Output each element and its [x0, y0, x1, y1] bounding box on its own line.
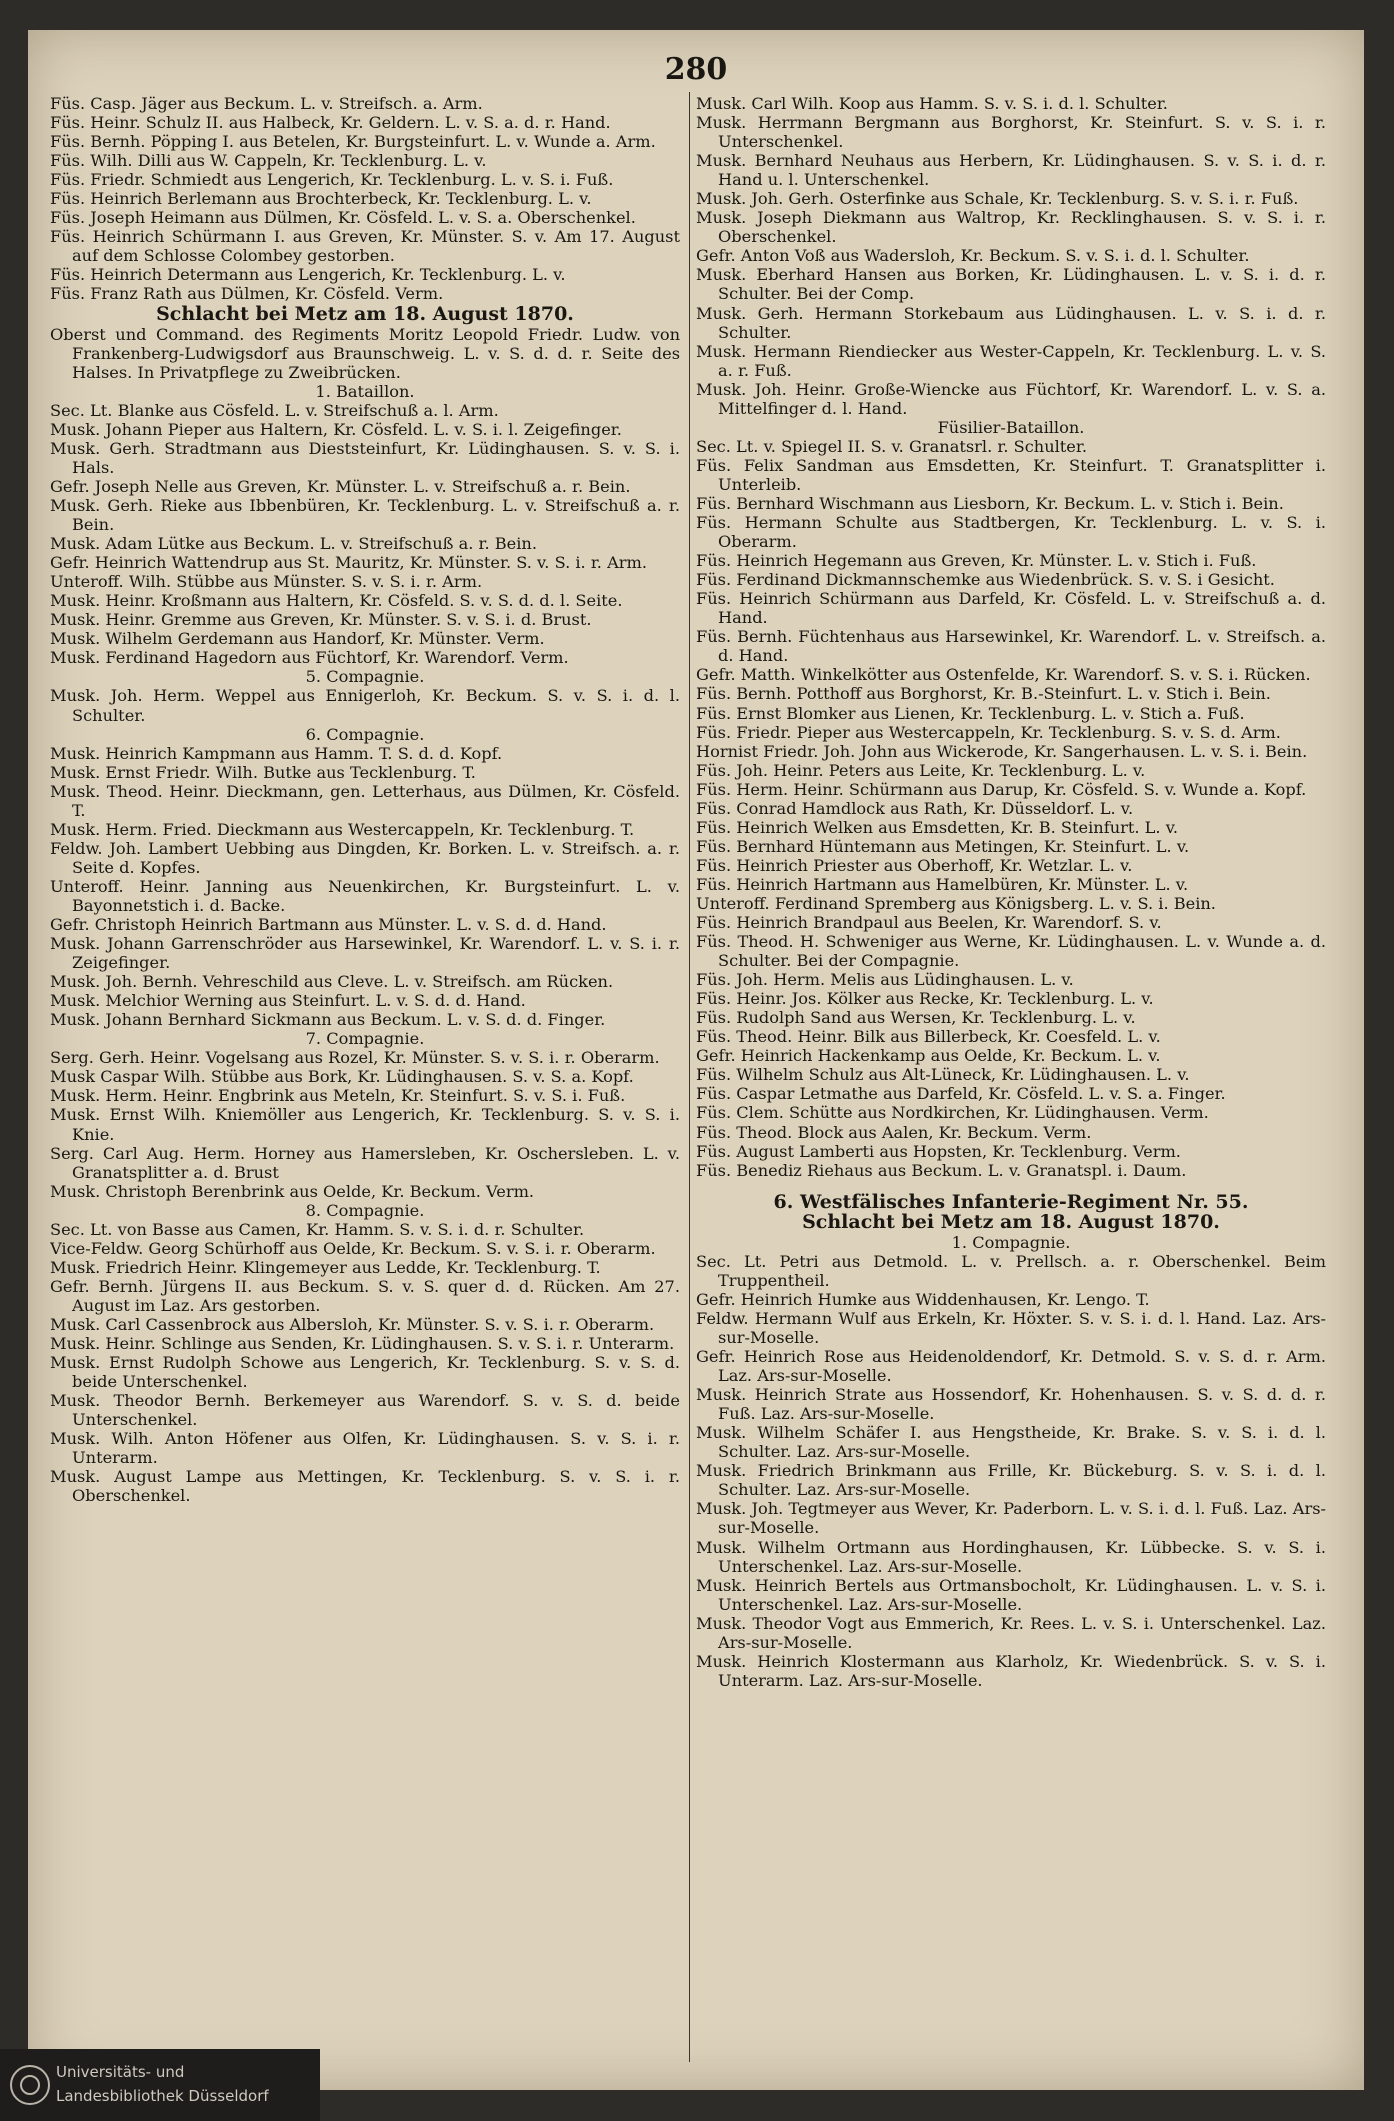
casualty-entry: Sec. Lt. Blanke aus Cösfeld. L. v. Streifschuß a. l. Arm. [50, 400, 499, 420]
unit-heading: 1. Bataillon. [315, 381, 415, 401]
casualty-entry: Unteroff. Heinr. Janning aus Neuenkirchen, Kr. Burgsteinfurt. L. v. Bayonnetstich i. d. Backe. [50, 876, 680, 915]
casualty-entry: Musk. Wilhelm Ortmann aus Hordinghausen, Kr. Lübbecke. S. v. S. i. Unterschenkel. Laz. Ars-sur-Moselle. [696, 1537, 1326, 1576]
casualty-entry: Serg. Carl Aug. Herm. Horney aus Hamersleben, Kr. Oschersleben. L. v. Granatsplitter a. d. Brust [50, 1143, 680, 1182]
section-heading: Schlacht bei Metz am 18. August 1870. [802, 1210, 1220, 1233]
casualty-entry: Gefr. Heinrich Rose aus Heidenoldendorf, Kr. Detmold. S. v. S. d. r. Arm. Laz. Ars-sur-Moselle. [696, 1347, 1326, 1386]
right-column [696, 94, 1326, 2059]
section-heading: 6. Westfälisches Infanterie-Regiment Nr. 55. [773, 1190, 1249, 1213]
casualty-entry: Musk. Joh. Bernh. Vehreschild aus Cleve. L. v. Streifsch. am Rücken. [50, 972, 614, 992]
casualty-entry: Gefr. Heinrich Wattendrup aus St. Mauritz, Kr. Münster. S. v. S. i. r. Arm. [50, 553, 648, 573]
casualty-entry: Füs. Heinrich Hartmann aus Hamelbüren, Kr. Münster. L. v. [696, 874, 1189, 894]
casualty-entry: Musk. Friedrich Heinr. Klingemeyer aus Ledde, Kr. Tecklenburg. T. [50, 1257, 601, 1277]
watermark-line-1: Universitäts- und [56, 2063, 185, 2081]
casualty-entry: Füs. Friedr. Schmiedt aus Lengerich, Kr. Tecklenburg. L. v. S. i. Fuß. [50, 170, 614, 190]
casualty-entry: Musk. Eberhard Hansen aus Borken, Kr. Lüdinghausen. L. v. S. i. d. r. Schulter. Bei der Comp. [696, 265, 1326, 304]
casualty-entry: Füs. Herm. Heinr. Schürmann aus Darup, Kr. Cösfeld. S. v. Wunde a. Kopf. [696, 779, 1307, 799]
casualty-entry: Füs. Heinrich Brandpaul aus Beelen, Kr. Warendorf. S. v. [696, 913, 1162, 933]
casualty-entry: Musk. Melchior Werning aus Steinfurt. L. v. S. d. d. Hand. [50, 991, 526, 1011]
casualty-entry: Füs. Franz Rath aus Dülmen, Kr. Cösfeld. Verm. [50, 284, 444, 304]
casualty-entry: Füs. Wilhelm Schulz aus Alt-Lüneck, Kr. Lüdinghausen. L. v. [696, 1065, 1190, 1085]
casualty-entry: Gefr. Matth. Winkelkötter aus Ostenfelde, Kr. Warendorf. S. v. S. i. Rücken. [696, 665, 1311, 685]
casualty-entry: Musk. Heinr. Kroßmann aus Haltern, Kr. Cösfeld. S. v. S. d. d. l. Seite. [50, 591, 623, 611]
casualty-entry: Vice-Feldw. Georg Schürhoff aus Oelde, Kr. Beckum. S. v. S. i. r. Oberarm. [50, 1238, 656, 1258]
casualty-entry: Füs. Ernst Blomker aus Lienen, Kr. Tecklenburg. L. v. Stich a. Fuß. [696, 703, 1245, 723]
casualty-entry: Musk. Ernst Rudolph Schowe aus Lengerich, Kr. Tecklenburg. S. v. S. d. beide Unterschenkel. [50, 1353, 680, 1392]
library-logo-icon [10, 2065, 50, 2105]
casualty-entry: Musk. Gerh. Stradtmann aus Dieststeinfurt, Kr. Lüdinghausen. S. v. S. i. Hals. [50, 438, 680, 477]
casualty-entry: Musk. Heinrich Kampmann aus Hamm. T. S. d. d. Kopf. [50, 743, 503, 763]
casualty-entry: Füs. Wilh. Dilli aus W. Cappeln, Kr. Tecklenburg. L. v. [50, 151, 487, 171]
casualty-entry: Sec. Lt. Petri aus Detmold. L. v. Prellsch. a. r. Oberschenkel. Beim Truppentheil. [696, 1251, 1326, 1290]
casualty-entry: Füs. Hermann Schulte aus Stadtbergen, Kr. Tecklenburg. L. v. S. i. Oberarm. [696, 513, 1326, 552]
casualty-entry: Gefr. Bernh. Jürgens II. aus Beckum. S. v. S. quer d. d. Rücken. Am 27. August im Laz. Ars gestorben. [50, 1276, 680, 1315]
casualty-entry: Musk. Herm. Heinr. Engbrink aus Meteln, Kr. Steinfurt. S. v. S. i. Fuß. [50, 1086, 626, 1106]
casualty-entry: Sec. Lt. v. Spiegel II. S. v. Granatsrl. r. Schulter. [696, 436, 1087, 456]
casualty-entry: Füs. Heinrich Welken aus Emsdetten, Kr. B. Steinfurt. L. v. [696, 817, 1179, 837]
column-divider [689, 92, 690, 2062]
unit-heading: 8. Compagnie. [305, 1200, 425, 1220]
casualty-entry: Füs. Joseph Heimann aus Dülmen, Kr. Cösfeld. L. v. S. a. Oberschenkel. [50, 208, 636, 228]
casualty-entry: Gefr. Joseph Nelle aus Greven, Kr. Münster. L. v. Streifschuß a. r. Bein. [50, 476, 631, 496]
casualty-entry: Musk. Wilh. Anton Höfener aus Olfen, Kr. Lüdinghausen. S. v. S. i. r. Unterarm. [50, 1429, 680, 1468]
casualty-entry: Füs. August Lamberti aus Hopsten, Kr. Tecklenburg. Verm. [696, 1141, 1181, 1161]
casualty-entry: Musk. Hermann Riendiecker aus Wester-Cappeln, Kr. Tecklenburg. L. v. S. a. r. Fuß. [696, 341, 1326, 380]
casualty-entry: Serg. Gerh. Heinr. Vogelsang aus Rozel, Kr. Münster. S. v. S. i. r. Oberarm. [50, 1048, 660, 1068]
unit-heading: 5. Compagnie. [305, 667, 425, 687]
casualty-entry: Musk. Ferdinand Hagedorn aus Füchtorf, Kr. Warendorf. Verm. [50, 648, 569, 668]
casualty-entry: Musk. Wilhelm Gerdemann aus Handorf, Kr. Münster. Verm. [50, 629, 545, 649]
casualty-entry: Musk. Wilhelm Schäfer I. aus Hengstheide, Kr. Brake. S. v. S. i. d. l. Schulter. Laz. Ars-sur-Moselle. [696, 1423, 1326, 1462]
casualty-entry: Musk. Friedrich Brinkmann aus Frille, Kr. Bückeburg. S. v. S. i. d. l. Schulter. Laz. Ars-sur-Moselle. [696, 1461, 1326, 1500]
casualty-entry: Musk. Gerh. Hermann Storkebaum aus Lüdinghausen. L. v. S. i. d. r. Schulter. [696, 303, 1326, 342]
casualty-entry: Musk. Heinr. Schlinge aus Senden, Kr. Lüdinghausen. S. v. S. i. r. Unterarm. [50, 1334, 675, 1354]
left-column [50, 94, 680, 2059]
casualty-entry: Füs. Casp. Jäger aus Beckum. L. v. Streifsch. a. Arm. [50, 94, 483, 113]
casualty-entry: Füs. Conrad Hamdlock aus Rath, Kr. Düsseldorf. L. v. [696, 798, 1134, 818]
casualty-entry: Musk. Theod. Heinr. Dieckmann, gen. Letterhaus, aus Dülmen, Kr. Cösfeld. T. [50, 781, 680, 820]
casualty-entry: Musk. August Lampe aus Mettingen, Kr. Tecklenburg. S. v. S. i. r. Oberschenkel. [50, 1467, 680, 1506]
casualty-entry: Musk. Herrmann Bergmann aus Borghorst, Kr. Steinfurt. S. v. S. i. r. Unterschenkel. [696, 113, 1326, 152]
unit-heading: 7. Compagnie. [305, 1029, 425, 1049]
casualty-entry: Unteroff. Wilh. Stübbe aus Münster. S. v. S. i. r. Arm. [50, 572, 483, 592]
casualty-entry: Musk. Heinrich Bertels aus Ortmansbocholt, Kr. Lüdinghausen. L. v. S. i. Unterschenkel. Laz. Ars-sur-Moselle. [696, 1575, 1326, 1614]
unit-heading: 6. Compagnie. [305, 724, 425, 744]
casualty-entry: Gefr. Anton Voß aus Wadersloh, Kr. Beckum. S. v. S. i. d. l. Schulter. [696, 246, 1250, 266]
casualty-entry: Musk. Heinrich Klostermann aus Klarholz, Kr. Wiedenbrück. S. v. S. i. Unterarm. Laz. Ars-sur-Moselle. [696, 1651, 1326, 1690]
casualty-entry: Füs. Heinr. Jos. Kölker aus Recke, Kr. Tecklenburg. L. v. [696, 989, 1154, 1009]
casualty-entry: Füs. Theod. H. Schweniger aus Werne, Kr. Lüdinghausen. L. v. Wunde a. d. Schulter. Bei der Compagnie. [696, 932, 1326, 971]
casualty-entry: Füs. Heinrich Berlemann aus Brochterbeck, Kr. Tecklenburg. L. v. [50, 189, 592, 209]
casualty-entry: Musk. Joh. Gerh. Osterfinke aus Schale, Kr. Tecklenburg. S. v. S. i. r. Fuß. [696, 189, 1299, 209]
spacer [696, 1180, 1326, 1192]
casualty-entry: Füs. Heinrich Schürmann I. aus Greven, Kr. Münster. S. v. Am 17. August auf dem Schlosse Colombey gestorben. [50, 227, 680, 266]
casualty-entry: Füs. Caspar Letmathe aus Darfeld, Kr. Cösfeld. L. v. S. a. Finger. [696, 1084, 1226, 1104]
casualty-entry: Musk. Heinrich Strate aus Hossendorf, Kr. Hohenhausen. S. v. S. d. d. r. Fuß. Laz. Ars-sur-Moselle. [696, 1385, 1326, 1424]
casualty-entry: Musk. Theodor Vogt aus Emmerich, Kr. Rees. L. v. S. i. Unterschenkel. Laz. Ars-sur-Moselle. [696, 1613, 1326, 1652]
casualty-entry: Musk. Theodor Bernh. Berkemeyer aus Warendorf. S. v. S. d. beide Unterschenkel. [50, 1391, 680, 1430]
casualty-entry: Musk. Heinr. Gremme aus Greven, Kr. Münster. S. v. S. i. d. Brust. [50, 610, 592, 630]
casualty-entry: Feldw. Hermann Wulf aus Erkeln, Kr. Höxter. S. v. S. i. d. l. Hand. Laz. Ars-sur-Moselle. [696, 1308, 1326, 1347]
casualty-entry: Musk Caspar Wilh. Stübbe aus Bork, Kr. Lüdinghausen. S. v. S. a. Kopf. [50, 1067, 634, 1087]
casualty-entry: Musk. Adam Lütke aus Beckum. L. v. Streifschuß a. r. Bein. [50, 534, 537, 554]
casualty-entry: Gefr. Heinrich Humke aus Widdenhausen, Kr. Lengo. T. [696, 1289, 1150, 1309]
casualty-entry: Musk. Herm. Fried. Dieckmann aus Westercappeln, Kr. Tecklenburg. T. [50, 819, 635, 839]
casualty-entry: Oberst und Command. des Regiments Moritz Leopold Friedr. Ludw. von Frankenberg-Ludwigsdorf aus Braunschweig. L. v. S. d. d. r. Seite des Halses. In Privatpflege zu Zweibrücken. [50, 324, 680, 382]
casualty-entry: Gefr. Heinrich Hackenkamp aus Oelde, Kr. Beckum. L. v. [696, 1046, 1161, 1066]
casualty-entry: Musk. Johann Pieper aus Haltern, Kr. Cösfeld. L. v. S. i. l. Zeigefinger. [50, 419, 622, 439]
casualty-entry: Füs. Benediz Riehaus aus Beckum. L. v. Granatspl. i. Daum. [696, 1160, 1187, 1180]
casualty-entry: Musk. Ernst Wilh. Kniemöller aus Lengerich, Kr. Tecklenburg. S. v. S. i. Knie. [50, 1105, 680, 1144]
casualty-entry: Füs. Bernh. Füchtenhaus aus Harsewinkel, Kr. Warendorf. L. v. Streifsch. a. d. Hand. [696, 627, 1326, 666]
watermark-line-2: Landesbibliothek Düsseldorf [56, 2087, 269, 2105]
casualty-entry: Füs. Heinr. Schulz II. aus Halbeck, Kr. Geldern. L. v. S. a. d. r. Hand. [50, 113, 611, 133]
casualty-entry: Füs. Friedr. Pieper aus Westercappeln, Kr. Tecklenburg. S. v. S. d. Arm. [696, 722, 1281, 742]
page-number: 280 [664, 52, 728, 87]
casualty-entry: Füs. Bernhard Hüntemann aus Metingen, Kr. Steinfurt. L. v. [696, 836, 1190, 856]
casualty-entry: Feldw. Joh. Lambert Uebbing aus Dingden, Kr. Borken. L. v. Streifsch. a. r. Seite d. Kopfes. [50, 838, 680, 877]
casualty-entry: Füs. Joh. Heinr. Peters aus Leite, Kr. Tecklenburg. L. v. [696, 760, 1146, 780]
casualty-entry: Musk. Joh. Herm. Weppel aus Ennigerloh, Kr. Beckum. S. v. S. i. d. l. Schulter. [50, 686, 680, 725]
casualty-entry: Füs. Heinrich Determann aus Lengerich, Kr. Tecklenburg. L. v. [50, 265, 566, 285]
casualty-entry: Gefr. Christoph Heinrich Bartmann aus Münster. L. v. S. d. d. Hand. [50, 915, 607, 935]
casualty-entry: Musk. Joh. Heinr. Große-Wiencke aus Füchtorf, Kr. Warendorf. L. v. S. a. Mittelfinger d. l. Hand. [696, 379, 1326, 418]
casualty-entry: Musk. Christoph Berenbrink aus Oelde, Kr. Beckum. Verm. [50, 1181, 535, 1201]
casualty-entry: Musk. Johann Garrenschröder aus Harsewinkel, Kr. Warendorf. L. v. S. i. r. Zeigefinger. [50, 934, 680, 973]
casualty-entry: Musk. Carl Wilh. Koop aus Hamm. S. v. S. i. d. l. Schulter. [696, 94, 1168, 113]
casualty-entry: Füs. Bernhard Wischmann aus Liesborn, Kr. Beckum. L. v. Stich i. Bein. [696, 493, 1284, 513]
casualty-entry: Füs. Heinrich Hegemann aus Greven, Kr. Münster. L. v. Stich i. Fuß. [696, 551, 1257, 571]
casualty-entry: Füs. Theod. Heinr. Bilk aus Billerbeck, Kr. Coesfeld. L. v. [696, 1027, 1161, 1047]
section-heading: Schlacht bei Metz am 18. August 1870. [156, 302, 574, 325]
casualty-entry: Füs. Theod. Block aus Aalen, Kr. Beckum. Verm. [696, 1122, 1092, 1142]
casualty-entry: Füs. Bernh. Pöpping I. aus Betelen, Kr. Burgsteinfurt. L. v. Wunde a. Arm. [50, 132, 656, 152]
casualty-entry: Hornist Friedr. Joh. John aus Wickerode, Kr. Sangerhausen. L. v. S. i. Bein. [696, 741, 1308, 761]
casualty-entry: Füs. Bernh. Potthoff aus Borghorst, Kr. B.-Steinfurt. L. v. Stich i. Bein. [696, 684, 1271, 704]
document-page [28, 30, 1364, 2090]
casualty-entry: Füs. Rudolph Sand aus Wersen, Kr. Tecklenburg. L. v. [696, 1008, 1136, 1028]
casualty-entry: Musk. Joseph Diekmann aus Waltrop, Kr. Recklinghausen. S. v. S. i. r. Oberschenkel. [696, 208, 1326, 247]
casualty-entry: Füs. Clem. Schütte aus Nordkirchen, Kr. Lüdinghausen. Verm. [696, 1103, 1209, 1123]
casualty-entry: Musk. Joh. Tegtmeyer aus Wever, Kr. Paderborn. L. v. S. i. d. l. Fuß. Laz. Ars-sur-Moselle. [696, 1499, 1326, 1538]
casualty-entry: Musk. Gerh. Rieke aus Ibbenbüren, Kr. Tecklenburg. L. v. Streifschuß a. r. Bein. [50, 495, 680, 535]
casualty-entry: Musk. Johann Bernhard Sickmann aus Beckum. L. v. S. d. d. Finger. [50, 1010, 606, 1030]
casualty-entry: Sec. Lt. von Basse aus Camen, Kr. Hamm. S. v. S. i. d. r. Schulter. [50, 1219, 585, 1239]
casualty-entry: Musk. Bernhard Neuhaus aus Herbern, Kr. Lüdinghausen. S. v. S. i. d. r. Hand u. l. Unterschenkel. [696, 151, 1326, 190]
casualty-entry: Füs. Heinrich Schürmann aus Darfeld, Kr. Cösfeld. L. v. Streifschuß a. d. Hand. [696, 589, 1326, 628]
casualty-entry: Unteroff. Ferdinand Spremberg aus Königsberg. L. v. S. i. Bein. [696, 893, 1216, 913]
casualty-entry: Füs. Ferdinand Dickmannschemke aus Wiedenbrück. S. v. S. i Gesicht. [696, 570, 1275, 590]
casualty-entry: Füs. Heinrich Priester aus Oberhoff, Kr. Wetzlar. L. v. [696, 855, 1133, 875]
casualty-entry: Musk. Carl Cassenbrock aus Albersloh, Kr. Münster. S. v. S. i. r. Oberarm. [50, 1315, 655, 1334]
unit-heading: Füsilier-Bataillon. [937, 417, 1085, 437]
casualty-entry: Füs. Felix Sandman aus Emsdetten, Kr. Steinfurt. T. Granatsplitter i. Unterleib. [696, 455, 1326, 494]
casualty-entry: Musk. Ernst Friedr. Wilh. Butke aus Tecklenburg. T. [50, 762, 476, 782]
unit-heading: 1. Compagnie. [951, 1232, 1071, 1252]
library-watermark [0, 2049, 320, 2121]
casualty-entry: Füs. Joh. Herm. Melis aus Lüdinghausen. L. v. [696, 970, 1074, 990]
